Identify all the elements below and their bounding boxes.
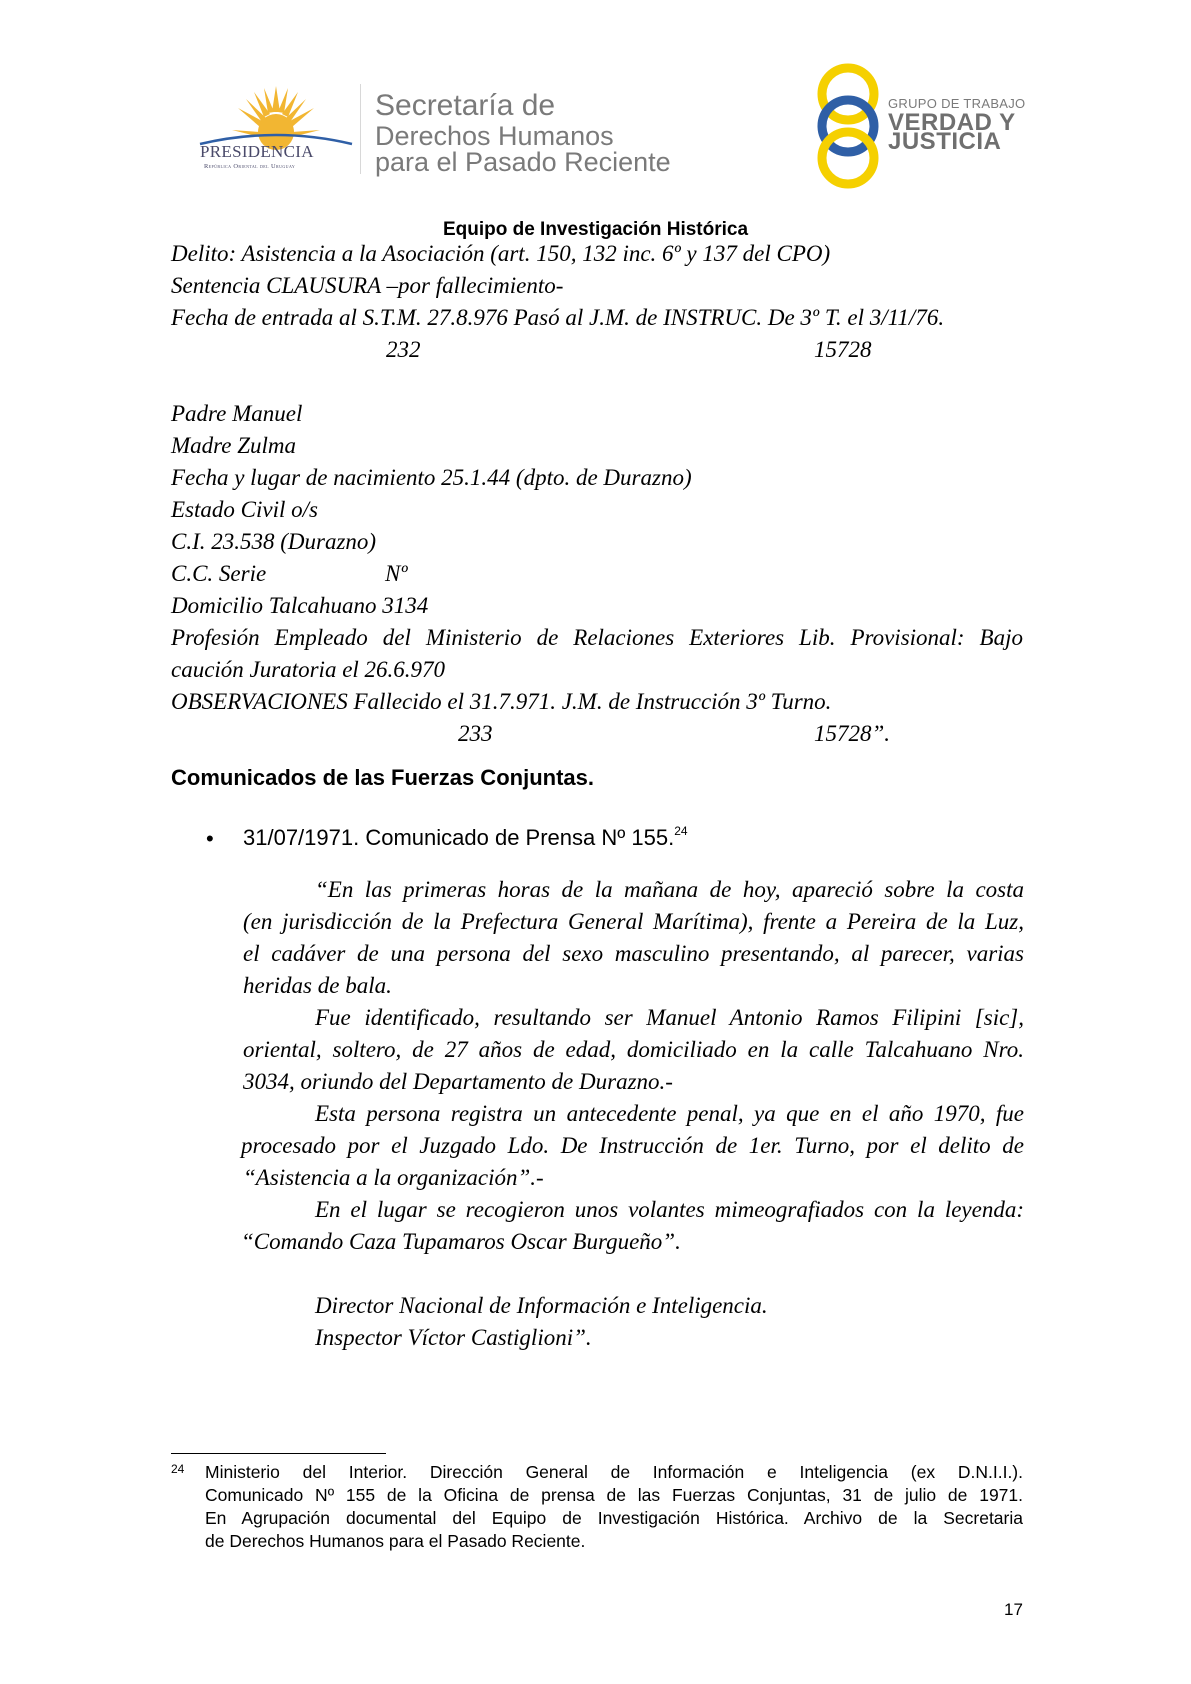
- quote-line: Fue identificado, resultando ser Manuel Antonio Ramos Filipini [sic],: [315, 1005, 1024, 1030]
- profesion-field: Profesión Empleado del Ministerio de Relaciones Exteriores Lib. Provisional: Bajo: [171, 625, 1023, 650]
- cc-serie-field: C.C. Serie: [171, 561, 267, 586]
- padre-field: Padre Manuel: [171, 401, 303, 426]
- quote-line: oriental, soltero, de 27 años de edad, domiciliado en la calle Talcahuano Nro.: [243, 1037, 1024, 1062]
- presidencia-subtitle: República Oriental del Uruguay: [204, 163, 296, 170]
- profesion-field-cont: caución Juratoria el 26.6.970: [171, 657, 446, 682]
- record-line: Delito: Asistencia a la Asociación (art. 150, 132 inc. 6º y 137 del CPO): [171, 241, 831, 266]
- quote-line: heridas de bala.: [243, 973, 392, 998]
- bullet-item-text: 31/07/1971. Comunicado de Prensa Nº 155.: [243, 825, 675, 850]
- record-ref-right: 15728”.: [814, 721, 891, 746]
- quote-line: el cadáver de una persona del sexo masculino presentando, al parecer, varias: [243, 941, 1024, 966]
- verdad-justicia-logo: [812, 62, 892, 190]
- quote-line: procesado por el Juzgado Ldo. De Instrucción de 1er. Turno, por el delito de: [241, 1133, 1024, 1158]
- grupo-trabajo-label: GRUPO DE TRABAJO: [888, 96, 1026, 111]
- madre-field: Madre Zulma: [171, 433, 297, 458]
- justicia-label: JUSTICIA: [888, 128, 1002, 155]
- quote-line: “En las primeras horas de la mañana de hoy, apareció sobre la costa: [315, 877, 1024, 902]
- secretaria-title-line1: Secretaría de: [375, 89, 556, 122]
- rings-icon: [812, 62, 892, 190]
- secretaria-title-line3: para el Pasado Reciente: [375, 147, 671, 177]
- header-divider: [360, 84, 361, 174]
- secretaria-title-line2: Derechos Humanos: [375, 121, 614, 151]
- bullet-item: [243, 825, 688, 851]
- cc-number-field: Nº: [385, 561, 408, 586]
- footnote-number: 24: [171, 1462, 185, 1476]
- signature-name: Inspector Víctor Castiglioni”.: [315, 1325, 592, 1350]
- estado-civil-field: Estado Civil o/s: [171, 497, 318, 522]
- quote-line: “Comando Caza Tupamaros Oscar Burgueño”.: [241, 1229, 681, 1254]
- record-ref-left: 233: [458, 721, 493, 746]
- record-ref-left: 232: [386, 337, 421, 362]
- quote-line: Esta persona registra un antecedente penal, ya que en el año 1970, fue: [315, 1101, 1024, 1126]
- quote-line: “Asistencia a la organización”.-: [243, 1165, 544, 1190]
- footnote-line: Comunicado Nº 155 de la Oficina de prensa de las Fuerzas Conjuntas, 31 de julio de 1971.: [205, 1485, 1023, 1505]
- ci-field: C.I. 23.538 (Durazno): [171, 529, 377, 554]
- footnote-text: [205, 1461, 1023, 1553]
- team-title: Equipo de Investigación Histórica: [442, 219, 749, 240]
- footnote-line: En Agrupación documental del Equipo de Investigación Histórica. Archivo de la Secretaria: [205, 1508, 1023, 1528]
- domicilio-field: Domicilio Talcahuano 3134: [171, 593, 429, 618]
- quote-line: En el lugar se recogieron unos volantes mimeografiados con la leyenda:: [315, 1197, 1024, 1222]
- quote-line: 3034, oriundo del Departamento de Durazno.-: [243, 1069, 673, 1094]
- footnote-line: Ministerio del Interior. Dirección General de Información e Inteligencia (ex D.N.I.I.).: [205, 1462, 1023, 1482]
- signature-title: Director Nacional de Información e Inteligencia.: [315, 1293, 768, 1318]
- footnote-divider: [171, 1453, 386, 1454]
- bullet-icon: •: [206, 826, 214, 851]
- record-line: Sentencia CLAUSURA –por fallecimiento-: [171, 273, 564, 298]
- verdad-label: VERDAD Y: [888, 109, 1016, 136]
- footnote-line: de Derechos Humanos para el Pasado Reciente.: [205, 1531, 586, 1551]
- presidencia-wordmark: PRESIDENCIA: [200, 142, 314, 161]
- section-heading: Comunicados de las Fuerzas Conjuntas.: [171, 765, 594, 790]
- footnote-ref[interactable]: 24: [674, 823, 688, 838]
- record-line: Fecha de entrada al S.T.M. 27.8.976 Pasó al J.M. de INSTRUC. De 3º T. el 3/11/76.: [171, 305, 945, 330]
- nacimiento-field: Fecha y lugar de nacimiento 25.1.44 (dpto. de Durazno): [171, 465, 692, 490]
- record-ref-right: 15728: [814, 337, 872, 362]
- quote-line: (en jurisdicción de la Prefectura General Marítima), frente a Pereira de la Luz,: [243, 909, 1024, 934]
- page-number: 17: [1004, 1600, 1023, 1619]
- observaciones-field: OBSERVACIONES Fallecido el 31.7.971. J.M. de Instrucción 3º Turno.: [171, 689, 832, 714]
